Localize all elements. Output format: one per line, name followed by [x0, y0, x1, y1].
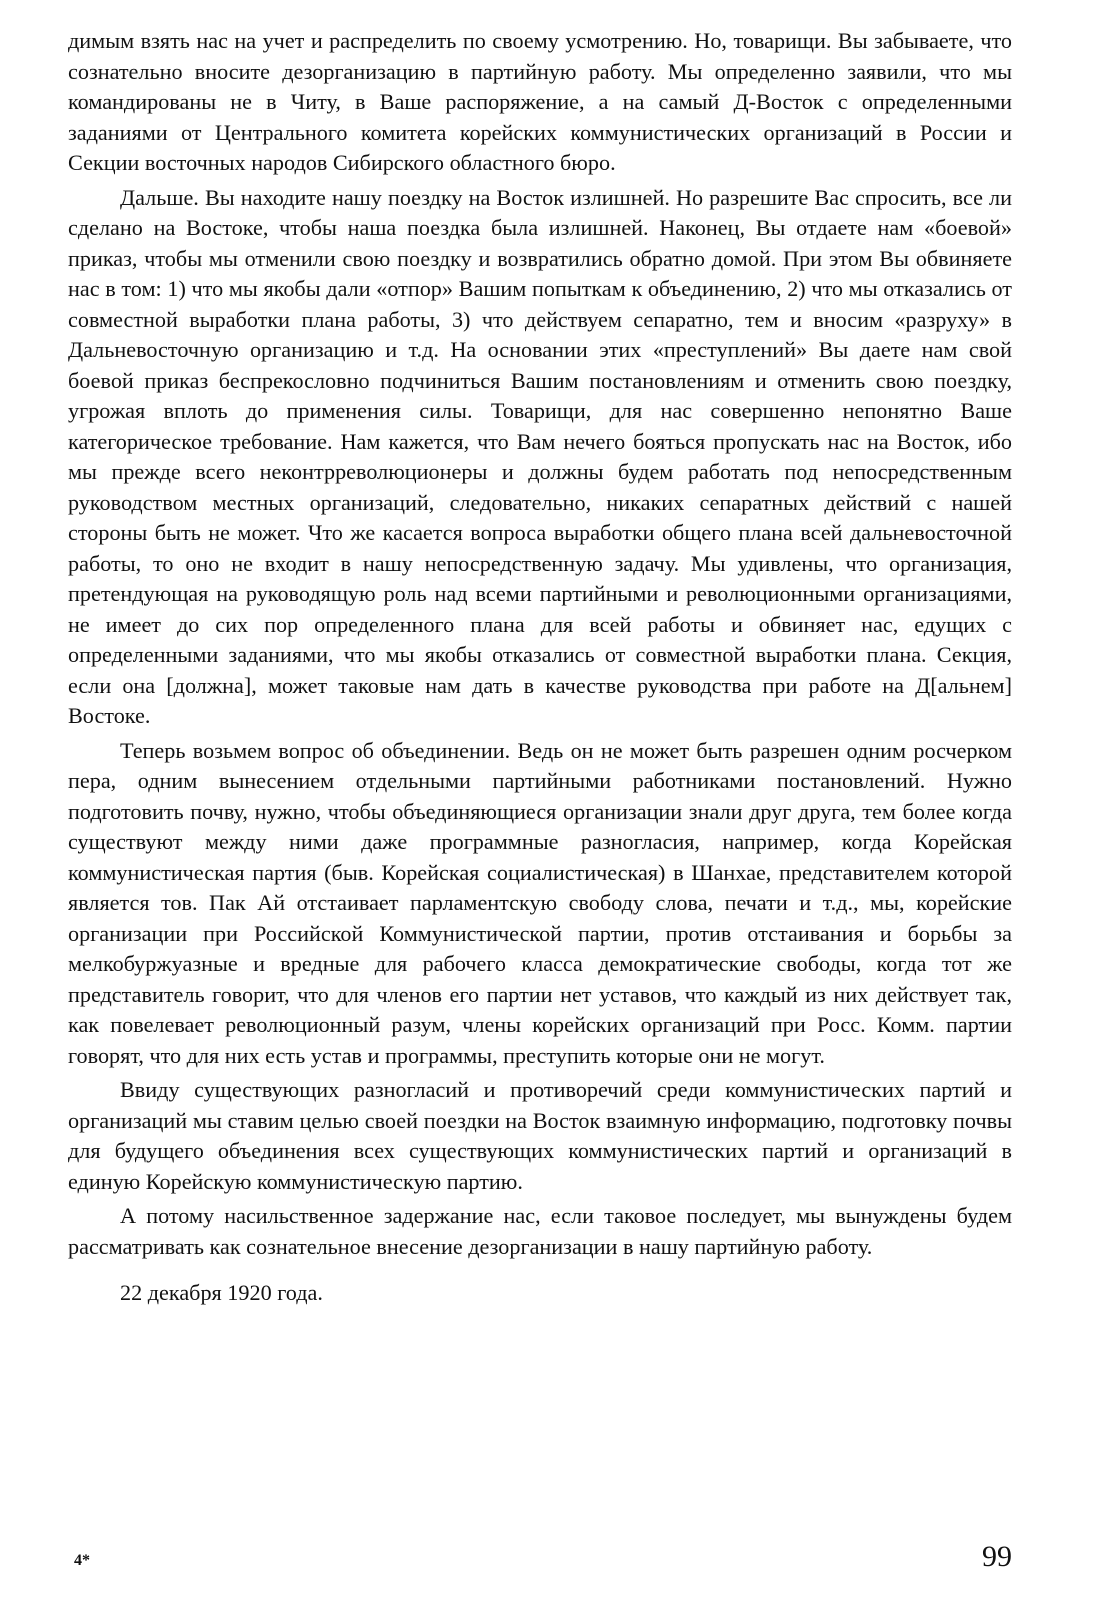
paragraph-2: Дальше. Вы находите нашу поездку на Восток излишней. Но разрешите Вас спросить, все ли сделано на Востоке, чтобы наша поездка была излишней. Наконец, Вы отдаете нам «боевой» приказ, чтобы мы отменили свою поездку и возвратились обратно домой. При этом Вы обвиняете нас в том: 1) что мы якобы дали «отпор» Вашим попыткам к объединению, 2) что мы отказались от совместной выработки плана работы, 3) что действуем сепаратно, тем и вносим «разруху» в Дальневосточную организацию и т.д. На основании этих «преступлений» Вы даете нам свой боевой приказ беспрекословно подчиниться Вашим постановлениям и отменить свою поездку, угрожая вплоть до применения силы. Товарищи, для нас совершенно непонятно Ваше категорическое требование. Нам кажется, что Вам нечего бояться пропускать нас на Восток, ибо мы прежде всего неконтрреволюционеры и должны будем работать под непосредственным руководством местных организаций, следовательно, никаких сепаратных действий с нашей стороны быть не может. Что же касается вопроса выработки общего плана всей дальневосточной работы, то оно не входит в нашу непосредственную задачу. Мы удивлены, что организация, претендующая на руководящую роль над всеми партийными и революционными организациями, не имеет до сих пор определенного плана для всей работы и обвиняет нас, едущих с определенными заданиями, что мы якобы отказались от совместной выработки плана. Секция, если она [должна], может таковые нам дать в качестве руководства при работе на Д[альнем] Востоке. [68, 184, 1012, 728]
document-page [68, 26, 1012, 1586]
document-date: 22 декабря 1920 года. [120, 1280, 323, 1305]
page-footer [68, 1540, 1012, 1580]
paragraph-1: димым взять нас на учет и распределить по своему усмотрению. Но, товарищи. Вы забываете, что сознательно вносите дезорганизацию в партийную работу. Мы определенно заявили, что мы командированы не в Читу, в Ваше распоряжение, а на самый Д-Восток с определенными заданиями от Центрального комитета корейских коммунистических организаций в России и Секции восточных народов Сибирского областного бюро. [68, 28, 1012, 175]
document-body [68, 26, 1012, 1309]
paragraph-3: Теперь возьмем вопрос об объединении. Ведь он не может быть разрешен одним росчерком пера, одним вынесением отдельными партийными работниками постановлений. Нужно подготовить почву, нужно, чтобы объединяющиеся организации знали друг друга, тем более когда существуют между ними даже программные разногласия, например, когда Корейская коммунистическая партия (быв. Корейская социалистическая) в Шанхае, представителем которой является тов. Пак Ай отстаивает парламентскую свободу слова, печати и т.д., мы, корейские организации при Российской Коммунистической партии, против отстаивания и борьбы за мелкобуржуазные и вредные для рабочего класса демократические свободы, когда тот же представитель говорит, что для членов его партии нет уставов, что каждый из них действует так, как повелевает революционный разум, члены корейских организаций при Росс. Комм. партии говорят, что для них есть устав и программы, преступить которые они не могут. [68, 737, 1012, 1068]
signature-mark: 4* [74, 1552, 90, 1569]
page-number: 99 [982, 1540, 1012, 1573]
paragraph-4: Ввиду существующих разногласий и противоречий среди коммунистических партий и организаций мы ставим целью своей поездки на Восток взаимную информацию, подготовку почвы для будущего объединения всех существующих коммунистических партий и организаций в единую Корейскую коммунистическую партию. [68, 1077, 1012, 1194]
paragraph-5: А потому насильственное задержание нас, если таковое последует, мы вынуждены будем рассматривать как сознательное внесение дезорганизации в нашу партийную работу. [68, 1203, 1012, 1259]
